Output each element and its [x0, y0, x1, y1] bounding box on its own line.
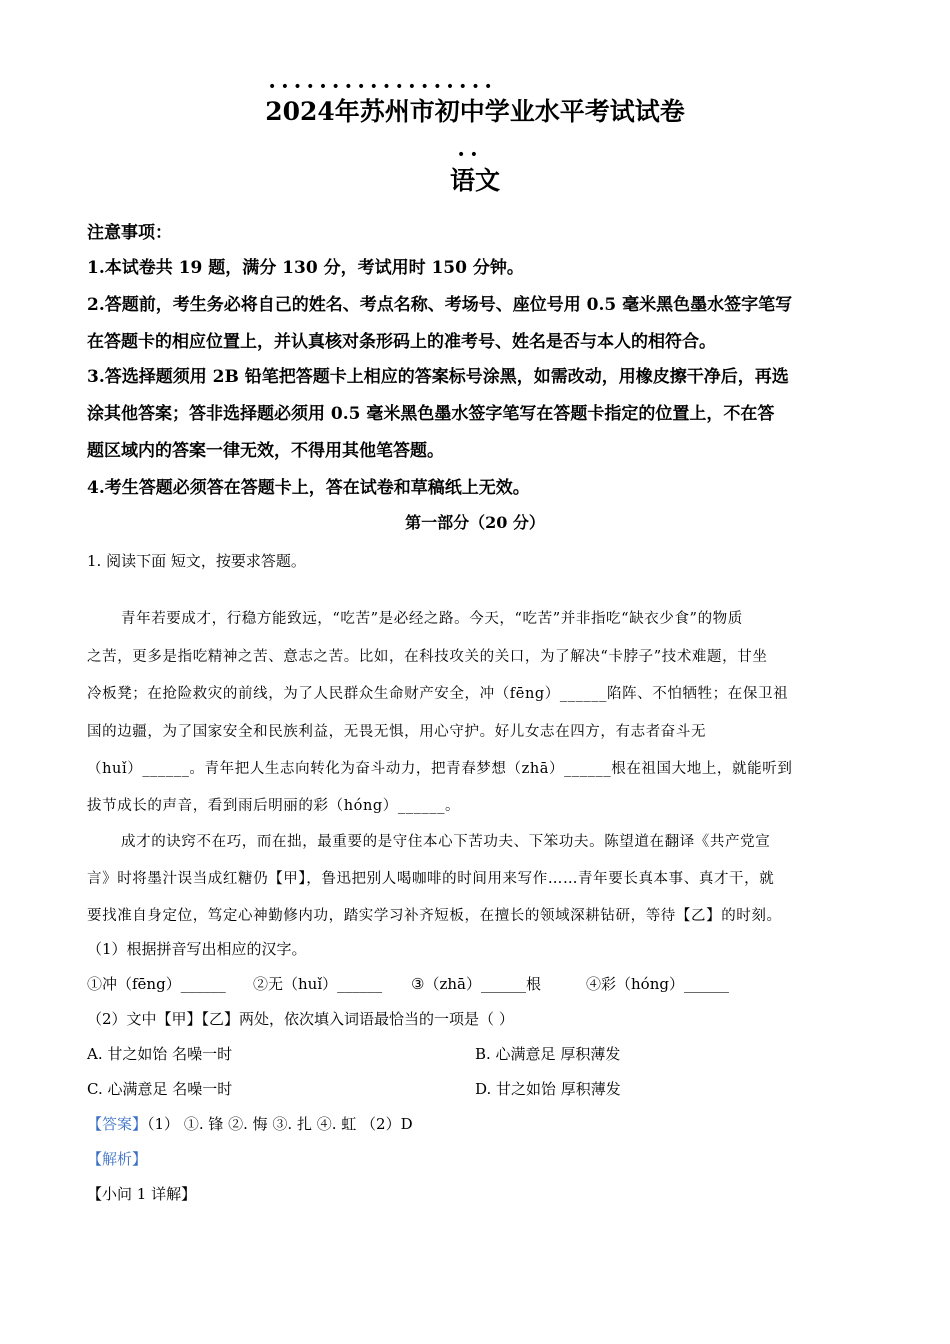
- notice-item-3: 3.答选择题须用 2B 铅笔把答题卡上相应的答案标号涂黑，如需改动，用橡皮擦干净后，再选: [87, 367, 789, 387]
- option-c: C. 心满意足 名噪一时: [87, 1080, 233, 1098]
- notice-heading: 注意事项：: [87, 223, 172, 243]
- passage-line-3: 冷板凳；在抢险救灾的前线，为了人民群众生命财产安全，冲（fēng）______陷阵、不怕牺牲；在保卫祖: [87, 686, 789, 702]
- notice-item-3-cont2: 题区域内的答案一律无效，不得用其他笔答题。: [87, 441, 444, 461]
- blank-2: ②无（huǐ）______: [253, 975, 383, 993]
- passage-line-4: 国的边疆，为了国家安全和民族利益，无畏无惧，用心守护。好儿女志在四方，有志者奋斗无: [87, 724, 707, 740]
- blank-4: ④彩（hóng）______: [586, 975, 729, 993]
- notice-item-3-cont: 涂其他答案；答非选择题必须用 0.5 毫米黑色墨水签字笔写在答题卡指定的位置上，不在答: [87, 404, 775, 424]
- sub-question-1: （1）根据拼音写出相应的汉字。: [87, 940, 307, 958]
- option-b: B. 心满意足 厚积薄发: [475, 1045, 621, 1063]
- question-1-prompt: 1. 阅读下面 短文，按要求答题。: [87, 552, 306, 570]
- detail-label: 【小问 1 详解】: [87, 1185, 197, 1203]
- blank-3: ③（zhā）______根: [411, 975, 541, 993]
- notice-item-2-cont: 在答题卡的相应位置上，并认真核对条形码上的准考号、姓名是否与本人的相符合。: [87, 332, 716, 352]
- option-d: D. 甘之如饴 厚积薄发: [475, 1080, 621, 1098]
- notice-item-2: 2.答题前，考生务必将自己的姓名、考点名称、考场号、座位号用 0.5 毫米黑色墨水签字笔写: [87, 295, 793, 315]
- passage-line-8: 言》时将墨汁误当成红糖仍【甲】，鲁迅把别人喝咖啡的时间用来写作……青年要长真本事、真才干，就: [87, 871, 775, 887]
- passage-line-9: 要找准自身定位，笃定心神勤修内功，踏实学习补齐短板，在擅长的领域深耕钻研，等待【乙】的时刻。: [87, 908, 782, 924]
- notice-item-1: 1.本试卷共 19 题，满分 130 分，考试用时 150 分钟。: [87, 258, 524, 278]
- notice-item-4: 4.考生答题必须答在答题卡上，答在试卷和草稿纸上无效。: [87, 478, 530, 498]
- title-emphasis-dots: • • • • • • • • • • • • • • • • • •: [268, 79, 493, 95]
- answer-label: 【答案】: [87, 1115, 148, 1133]
- passage-line-5: （huǐ）______。青年把人生志向转化为奋斗动力，把青春梦想（zhā）______根在祖国大地上，就能听到: [87, 761, 793, 777]
- blank-1: ①冲（fēng）______: [87, 975, 226, 993]
- exam-title: 2024年苏州市初中学业水平考试试卷: [265, 97, 685, 126]
- passage-line-6: 拔节成长的声音，看到雨后明丽的彩（hóng）______。: [87, 798, 461, 814]
- sub-question-2: （2）文中【甲】【乙】两处，依次填入词语最恰当的一项是（ ）: [87, 1010, 514, 1028]
- answer-text: （1） ①. 锋 ②. 悔 ③. 扎 ④. 虹 （2）D: [147, 1115, 413, 1133]
- passage-line-7: 成才的诀窍不在巧，而在拙，最重要的是守住本心下苦功夫、下笨功夫。陈望道在翻译《共产党宣: [121, 834, 771, 850]
- analysis-label: 【解析】: [87, 1150, 148, 1168]
- option-a: A. 甘之如饴 名噪一时: [87, 1045, 233, 1063]
- answer-row: [87, 1113, 413, 1134]
- subtitle-emphasis-dots: • •: [457, 147, 478, 163]
- section-title: 第一部分（20 分）: [405, 513, 545, 532]
- passage-line-1: 青年若要成才，行稳方能致远，“吃苦”是必经之路。今天，“吃苦”并非指吃“缺衣少食”的物质: [121, 611, 743, 627]
- passage-line-2: 之苦，更多是指吃精神之苦、意志之苦。比如，在科技攻关的关口，为了解决“卡脖子”技术难题，甘坐: [87, 649, 768, 665]
- exam-subtitle: 语文: [449, 166, 500, 195]
